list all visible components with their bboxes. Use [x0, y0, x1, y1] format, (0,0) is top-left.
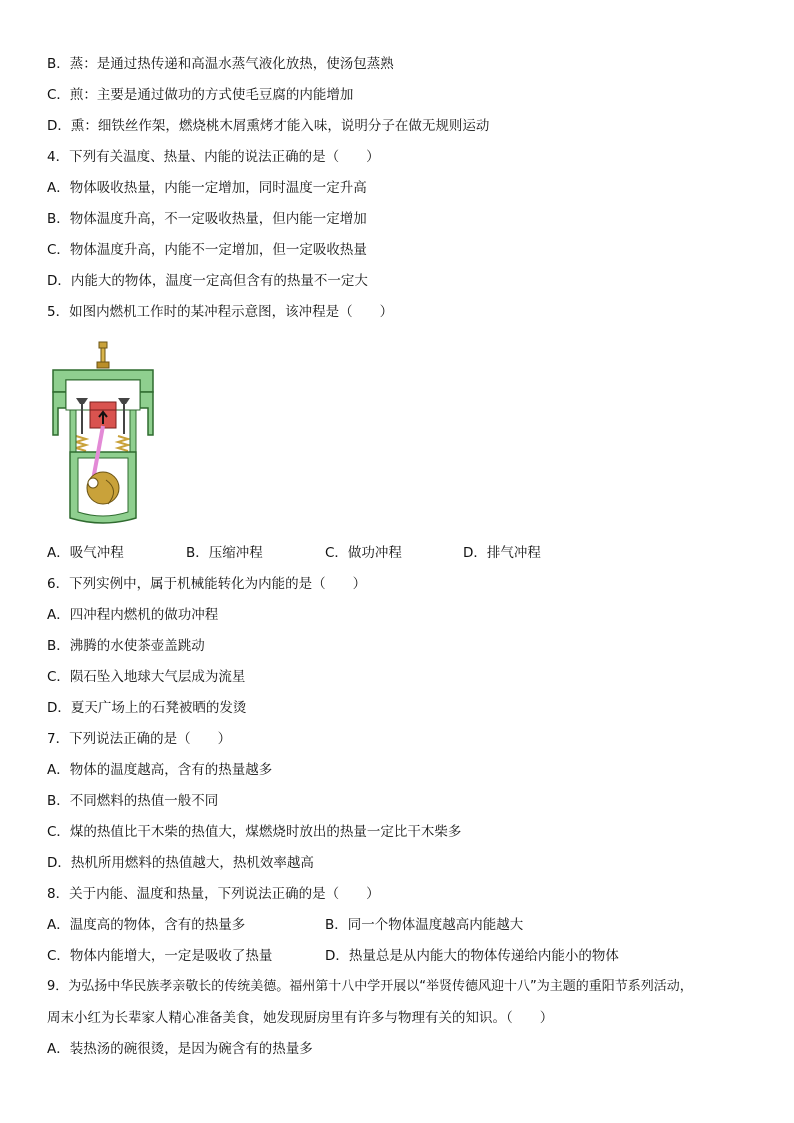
option-b-steam: B．蒸：是通过热传递和高温水蒸气液化放热，使汤包蒸熟	[47, 56, 394, 72]
question-4-option-d: D．内能大的物体，温度一定高但含有的热量不一定大	[47, 273, 368, 289]
question-8-option-c: C．物体内能增大，一定是吸收了热量	[47, 948, 273, 964]
question-6-option-b: B．沸腾的水使茶壶盖跳动	[47, 638, 205, 654]
question-7-option-d: D．热机所用燃料的热值越大，热机效率越高	[47, 855, 314, 871]
question-5-stem: 5．如图内燃机工作时的某冲程示意图，该冲程是（ ）	[47, 304, 394, 320]
question-7-option-a: A．物体的温度越高，含有的热量越多	[47, 762, 273, 778]
option-d-smoke: D．熏：细铁丝作架，燃烧桃木屑熏烤才能入味，说明分子在做无规则运动	[47, 118, 490, 134]
question-7-option-c: C．煤的热值比干木柴的热值大，煤燃烧时放出的热量一定比干木柴多	[47, 824, 462, 840]
engine-stroke-diagram	[48, 340, 158, 525]
question-4-stem: 4．下列有关温度、热量、内能的说法正确的是（ ）	[47, 149, 380, 165]
question-5-option-b: B．压缩冲程	[186, 545, 263, 561]
question-5-option-c: C．做功冲程	[325, 545, 402, 561]
question-5-option-d: D．排气冲程	[463, 545, 541, 561]
question-8-option-a: A．温度高的物体，含有的热量多	[47, 917, 246, 933]
question-5-option-a: A．吸气冲程	[47, 545, 124, 561]
question-9-option-a: A．装热汤的碗很烫，是因为碗含有的热量多	[47, 1041, 313, 1057]
question-4-option-c: C．物体温度升高，内能不一定增加，但一定吸收热量	[47, 242, 367, 258]
question-8-stem: 8．关于内能、温度和热量，下列说法正确的是（ ）	[47, 886, 380, 902]
question-7-stem: 7．下列说法正确的是（ ）	[47, 731, 232, 747]
question-4-option-a: A．物体吸收热量，内能一定增加，同时温度一定升高	[47, 180, 367, 196]
question-8-option-d: D．热量总是从内能大的物体传递给内能小的物体	[325, 948, 619, 964]
question-8-option-b: B．同一个物体温度越高内能越大	[325, 917, 524, 933]
option-c-fry: C．煎：主要是通过做功的方式使毛豆腐的内能增加	[47, 87, 354, 103]
question-9-stem-line-1: 9．为弘扬中华民族孝亲敬长的传统美德。福州第十八中学开展以“举贤传德风迎十八”为主题的重阳节系列活动，	[47, 979, 693, 994]
question-6-option-a: A．四冲程内燃机的做功冲程	[47, 607, 219, 623]
question-6-option-d: D．夏天广场上的石凳被晒的发烫	[47, 700, 247, 716]
question-9-stem-line-2: 周末小红为长辈家人精心准备美食，她发现厨房里有许多与物理有关的知识。（ ）	[47, 1010, 554, 1026]
question-7-option-b: B．不同燃料的热值一般不同	[47, 793, 219, 809]
question-6-option-c: C．陨石坠入地球大气层成为流星	[47, 669, 246, 685]
question-6-stem: 6．下列实例中，属于机械能转化为内能的是（ ）	[47, 576, 367, 592]
question-4-option-b: B．物体温度升高，不一定吸收热量，但内能一定增加	[47, 211, 367, 227]
